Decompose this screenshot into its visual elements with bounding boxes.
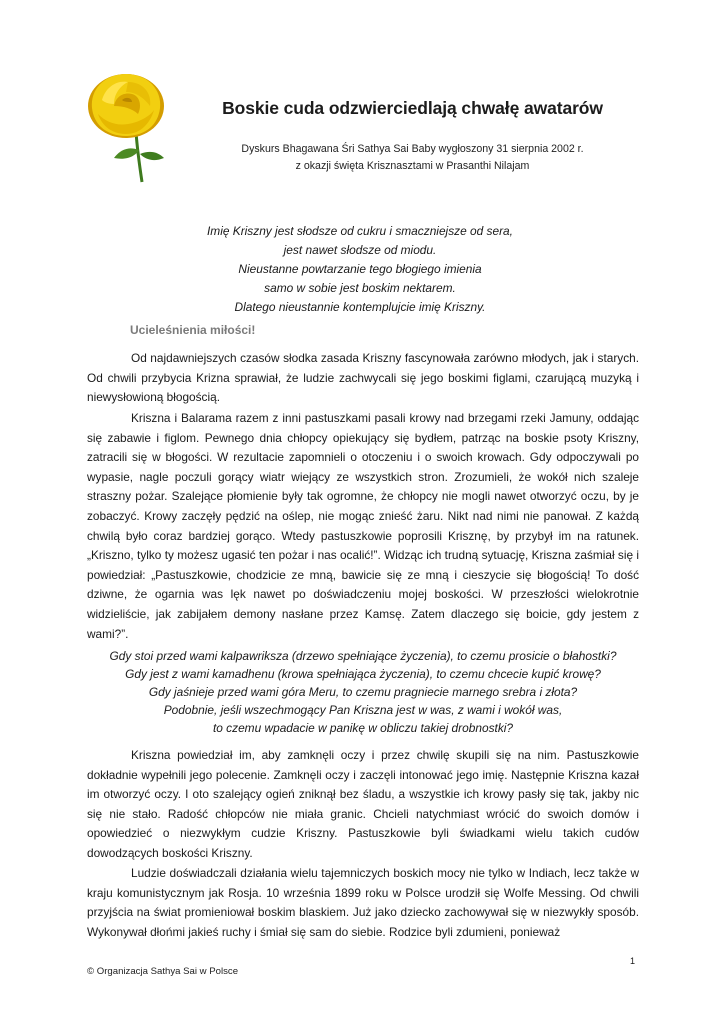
paragraph: Kriszna i Balarama razem z inni pastuszkami pasali krowy nad brzegami rzeki Jamuny, oddając się zabawie i figlom. Pewnego dnia chłopcy opiekujący się bydłem, patrząc na boskie psoty Kriszny, zatracili się w błogości. W rezultacie zapomnieli o otoczeniu i o swoich krowach. Gdy odpoczywali po wypasie, nagle poczuli gorący wiatr wiejący ze wszystkich stron. Zrozumieli, że wokół nich szaleje straszny pożar. Szalejące płomienie były tak ogromne, że chłopcy nie mogli nawet otworzyć oczu, by je zobaczyć. Krowy zaczęły pędzić na oślep, nie mogąc znieść żaru. Nikt nad nimi nie panował. Z każdą chwilą było coraz bardziej gorąco. Wtedy pastuszkowie poprosili Krisznę, by przybył im na ratunek. „Kriszno, tylko ty możesz ugasić ten pożar i nas ocalić!”. Widząc ich trudną sytuację, Kriszna zaśmiał się i powiedział: „Pastuszkowie, chodzicie ze mną, bawicie się ze mną i cieszycie się błogością! To dość dziwne, że ogarnia was lęk nawet po doświadczeniu mojej boskości. W przeszłości wielokrotnie widzieliście, jak zabijałem demony nasłane przez Kamsę. Zatem dlaczego się boicie, gdy jestem z wami?”. [87,411,639,641]
poem-line: Podobnie, jeśli wszechmogący Pan Kriszna jest w was, z wami i wokół was, [163,703,563,718]
poem-line: Gdy jaśnieje przed wami góra Meru, to czemu pragniecie marnego srebra i złota? [148,685,578,700]
poem-line: Imię Kriszny jest słodsze od cukru i smaczniejsze od sera, [207,224,513,238]
paragraph: Od najdawniejszych czasów słodka zasada Kriszny fascynowała zarówno młodych, jak i starych. Od chwili przybycia Krizna sprawiał, że ludzie zachwycali się jego boskimi figlami, czarującą muzyką i niewysłowioną błogością. [87,351,639,405]
poem-line: to czemu wpadacie w panikę w obliczu takiej drobnostki? [212,721,514,736]
yellow-rose-image [84,66,168,184]
middle-poem [87,647,639,737]
subtitle-line: Dyskurs Bhagawana Śri Sathya Sai Baby wygłoszony 31 sierpnia 2002 r. [241,143,584,155]
poem-line: jest nawet słodsze od miodu. [283,243,437,257]
poem-line: Dlatego nieustannie kontemplujcie imię Kriszny. [234,300,486,314]
opening-poem [140,222,580,317]
poem-line: samo w sobie jest boskim nektarem. [264,281,456,295]
subtitle-line: z okazji święta Krisznasztami w Prasanthi Nilajam [295,160,530,172]
page-number: 1 [630,956,636,966]
paragraph: Kriszna powiedział im, aby zamknęli oczy i przez chwilę skupili się na nim. Pastuszkowie dokładnie wypełnili jego polecenie. Zamknęli oczy i zaczęli intonować jego imię. Następnie Kriszna kazał im otworzyć oczy. I oto szalejący ogień zniknął bez śladu, a wszystkie ich krowy pasły się tak, jakby nic się nie stało. Radość chłopców nie miała granic. Chcieli natychmiast wrócić do swoich domów i opowiedzieć o niezwykłym cudzie Kriszny. Pastuszkowie byli świadkami wielu takich cudów dowodzących boskości Kriszny. [87,748,639,860]
document-title: Boskie cuda odzwierciedlają chwałę awatarów [222,98,603,118]
document-subtitle [200,141,625,175]
paragraph: Ludzie doświadczali działania wielu tajemniczych boskich mocy nie tylko w Indiach, lecz także w kraju komunistycznym jak Rosja. 10 września 1899 roku w Polsce urodził się Wolfe Messing. Od chwili przyjścia na świat promieniował boskim blaskiem. Już jako dziecko zachowywał się w niezwykły sposób. Wykonywał dłońmi jakieś ruchy i śmiał się sam do siebie. Rodzice byli zdumieni, ponieważ [87,866,639,939]
poem-line: Nieustanne powtarzanie tego błogiego imienia [238,262,482,276]
poem-line: Gdy jest z wami kamadhenu (krowa spełniająca życzenia), to czemu chcecie kupić krowę? [125,667,601,682]
section-heading: Ucieleśnienia miłości! [130,323,256,337]
footer-copyright: © Organizacja Sathya Sai w Polsce [87,966,239,977]
poem-line: Gdy stoi przed wami kalpawriksza (drzewo spełniające życzenia), to czemu prosicie o błahostki? [109,649,617,663]
